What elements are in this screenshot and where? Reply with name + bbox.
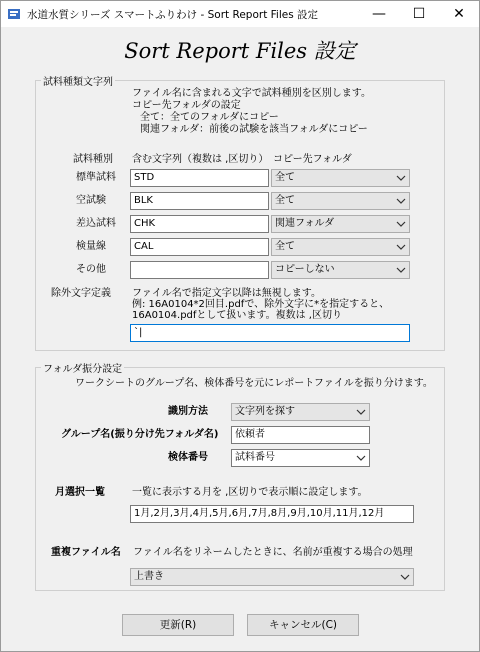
row-label-check: 差込試料 — [76, 218, 116, 229]
duplicate-desc: ファイル名をリネームしたときに、名前が重複する場合の処理 — [133, 547, 413, 558]
blank-copy-select[interactable] — [271, 192, 410, 210]
sample-desc-line-4: 関連フォルダ：前後の試験を該当フォルダにコピー — [140, 124, 368, 135]
chevron-down-icon — [400, 573, 410, 581]
group-name-input[interactable]: 依頼者 — [231, 426, 370, 444]
update-button[interactable]: 更新(R) — [122, 614, 234, 636]
standard-copy-select[interactable] — [271, 169, 410, 187]
exclude-string-input[interactable]: `| — [130, 324, 410, 342]
month-desc: 一覧に表示する月を ,区切りで表示順に設定します。 — [132, 487, 368, 498]
other-string-input[interactable] — [130, 261, 269, 279]
sample-desc-line-2: コピー先フォルダの設定 — [132, 100, 241, 111]
other-copy-select[interactable] — [271, 261, 410, 279]
chevron-down-icon — [396, 197, 406, 205]
folder-sort-legend: フォルダ振分設定 — [41, 360, 124, 375]
window-title: 水道水質シリーズ スマートふりわけ - Sort Report Files 設定 — [27, 9, 319, 21]
blank-string-input[interactable]: BLK — [130, 192, 269, 210]
sample-desc-line-3: 全て：全てのフォルダにコピー — [140, 112, 279, 123]
close-button[interactable]: ✕ — [453, 6, 465, 22]
calibration-string-input[interactable]: CAL — [130, 238, 269, 256]
sample-desc-line-1: ファイル名に含まれる文字で試料種別を区別します。 — [132, 88, 371, 99]
calibration-copy-select[interactable] — [271, 238, 410, 256]
month-label: 月選択一覧 — [55, 487, 105, 498]
row-label-other: その他 — [76, 264, 106, 275]
standard-copy-value: 全て — [275, 172, 295, 183]
minimize-button[interactable]: — — [372, 6, 386, 22]
duplicate-value: 上書き — [134, 571, 164, 582]
blank-copy-value: 全て — [275, 195, 295, 206]
folder-sort-desc: ワークシートのグループ名、検体番号を元にレポートファイルを振り分けます。 — [75, 378, 433, 389]
other-copy-value: コピーしない — [275, 264, 335, 275]
header-copy-to: コピー先フォルダ — [273, 154, 352, 165]
calibration-copy-value: 全て — [275, 241, 295, 252]
chevron-down-icon — [356, 408, 366, 416]
specimen-value: 試料番号 — [235, 452, 275, 463]
chevron-down-icon — [396, 174, 406, 182]
specimen-select[interactable] — [231, 449, 370, 467]
title-bar — [1, 1, 479, 27]
exclude-label: 除外文字定義 — [51, 288, 111, 299]
check-copy-value: 関連フォルダ — [275, 218, 335, 229]
check-string-input[interactable]: CHK — [130, 215, 269, 233]
standard-string-input[interactable]: STD — [130, 169, 269, 187]
method-value: 文字列を探す — [235, 406, 295, 417]
month-list-input[interactable]: 1月,2月,3月,4月,5月,6月,7月,8月,9月,10月,11月,12月 — [130, 505, 414, 523]
specimen-label: 検体番号 — [168, 452, 208, 463]
duplicate-select[interactable] — [130, 568, 414, 586]
check-copy-select[interactable] — [271, 215, 410, 233]
maximize-button[interactable]: ☐ — [412, 6, 426, 22]
app-icon — [7, 7, 21, 21]
sample-type-legend: 試料種類文字列 — [41, 73, 115, 88]
header-sample-type: 試料種別 — [73, 154, 113, 165]
cancel-button[interactable]: キャンセル(C) — [247, 614, 359, 636]
method-label: 識別方法 — [168, 406, 208, 417]
chevron-down-icon — [396, 243, 406, 251]
exclude-desc-line-2: 例: 16A0104*2回目.pdfで、除外文字に*を指定すると、 — [132, 299, 390, 310]
chevron-down-icon — [396, 266, 406, 274]
exclude-desc-line-3: 16A0104.pdfとして扱います。複数は ,区切り — [132, 310, 342, 321]
chevron-down-icon — [396, 220, 406, 228]
duplicate-label: 重複ファイル名 — [51, 547, 121, 558]
exclude-desc-line-1: ファイル名で指定文字以降は無視します。 — [132, 288, 321, 299]
header-contains: 含む文字列（複数は ,区切り） — [132, 154, 269, 165]
row-label-calibration: 検量線 — [76, 241, 106, 252]
page-title: Sort Report Files 設定 — [124, 39, 356, 63]
row-label-standard: 標準試料 — [76, 172, 116, 183]
group-name-label: グループ名(振り分け先フォルダ名) — [61, 429, 219, 440]
chevron-down-icon — [356, 454, 366, 462]
row-label-blank: 空試験 — [76, 195, 106, 206]
method-select[interactable] — [231, 403, 370, 421]
